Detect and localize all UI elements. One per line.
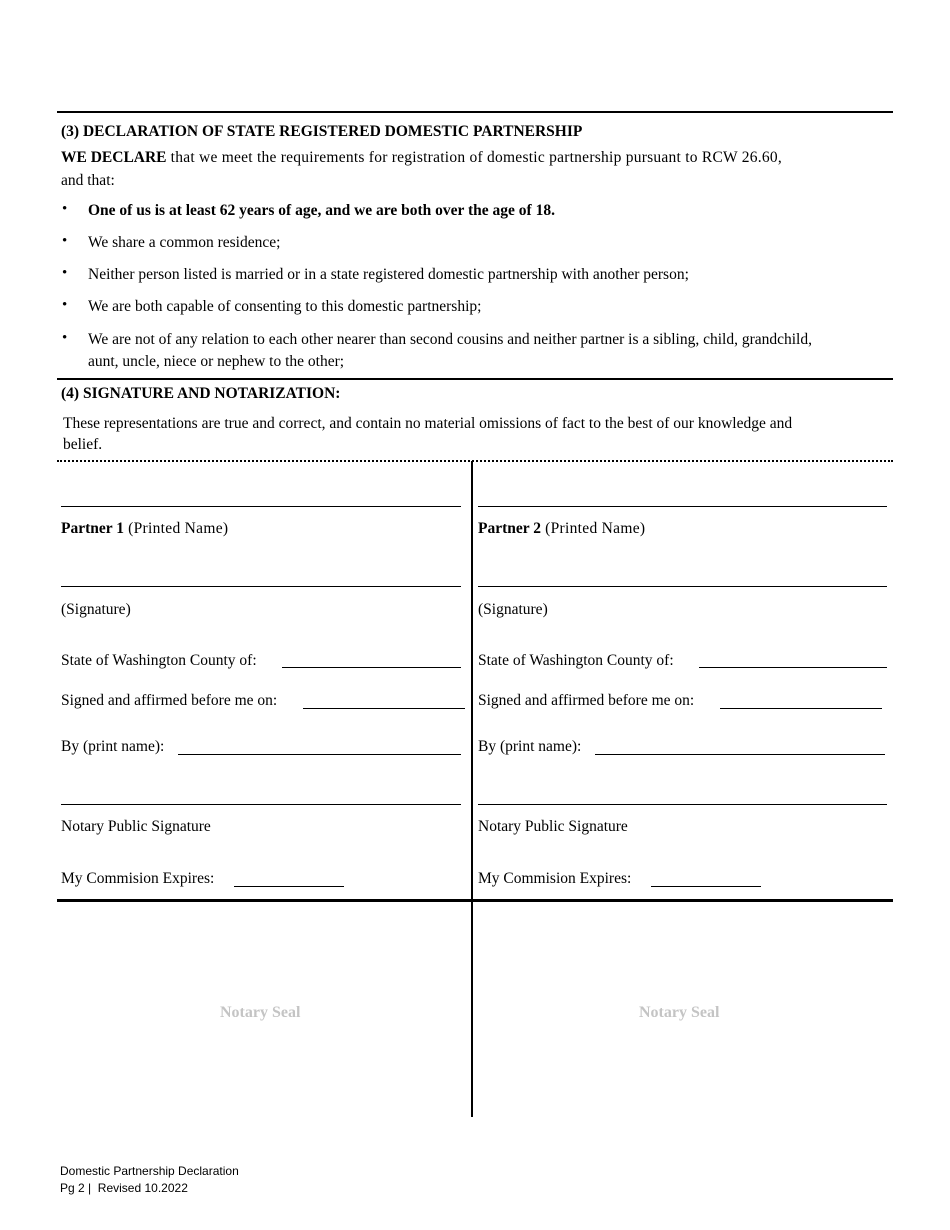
intro-rest: that we meet the requirements for registration of domestic partnership pursuant to RCW 26.60, bbox=[166, 149, 783, 166]
top-rule bbox=[57, 111, 893, 113]
partner1-signature-label: (Signature) bbox=[61, 601, 131, 618]
partner1-label-bold: Partner 1 bbox=[61, 520, 124, 537]
section3-intro bbox=[61, 147, 782, 168]
partner2-name-field[interactable] bbox=[478, 506, 887, 507]
dotted-separator bbox=[57, 460, 893, 462]
partner1-county-field[interactable] bbox=[282, 667, 461, 668]
section4-rule bbox=[57, 378, 893, 380]
partner2-signature-label: (Signature) bbox=[478, 601, 548, 618]
bullet-age: One of us is at least 62 years of age, and we are both over the age of 18. bbox=[88, 202, 555, 219]
partner2-county-field[interactable] bbox=[699, 667, 887, 668]
partner1-county-label: State of Washington County of: bbox=[61, 652, 257, 669]
partner2-label-bold: Partner 2 bbox=[478, 520, 541, 537]
partner1-notary-signature-field[interactable] bbox=[61, 804, 461, 805]
partner1-signed-label: Signed and affirmed before me on: bbox=[61, 692, 278, 709]
bullet-icon: • bbox=[62, 201, 68, 217]
partner2-by-label: By (print name): bbox=[478, 738, 582, 755]
partner1-signed-field[interactable] bbox=[303, 708, 465, 709]
partner2-signature-field[interactable] bbox=[478, 586, 887, 587]
partner2-signed-label: Signed and affirmed before me on: bbox=[478, 692, 695, 709]
bullet-residence: We share a common residence; bbox=[88, 234, 281, 251]
bullet-icon: • bbox=[62, 265, 68, 281]
section4-statement: These representations are true and correct, and contain no material omissions of fact to the best of our knowledge and bbox=[63, 415, 793, 432]
partner2-name-label bbox=[478, 518, 645, 539]
footer-page: Pg 2 | Revised 10.2022 bbox=[60, 1181, 188, 1195]
bullet-relation: We are not of any relation to each other nearer than second cousins and neither partner is a sibling, child, grandchild, bbox=[88, 331, 812, 348]
partner1-name-field[interactable] bbox=[61, 506, 461, 507]
section3-intro-line2: and that: bbox=[61, 172, 115, 189]
partner2-label-rest: (Printed Name) bbox=[540, 520, 646, 537]
seal-rule bbox=[57, 899, 893, 902]
partner2-expires-field[interactable] bbox=[651, 886, 761, 887]
partner1-notary-signature-label: Notary Public Signature bbox=[61, 818, 211, 835]
partner2-notary-signature-label: Notary Public Signature bbox=[478, 818, 628, 835]
partner1-expires-field[interactable] bbox=[234, 886, 344, 887]
partner2-signed-field[interactable] bbox=[720, 708, 882, 709]
partner1-name-label bbox=[61, 518, 228, 539]
section4-heading: (4) SIGNATURE AND NOTARIZATION: bbox=[61, 385, 341, 402]
footer-title: Domestic Partnership Declaration bbox=[60, 1164, 239, 1178]
partner2-expires-label: My Commision Expires: bbox=[478, 870, 632, 887]
bullet-icon: • bbox=[62, 330, 68, 346]
partner2-notary-seal: Notary Seal bbox=[639, 1004, 720, 1021]
partner2-county-label: State of Washington County of: bbox=[478, 652, 674, 669]
partner2-notary-signature-field[interactable] bbox=[478, 804, 887, 805]
partner1-by-field[interactable] bbox=[178, 754, 461, 755]
partner1-expires-label: My Commision Expires: bbox=[61, 870, 215, 887]
intro-bold: WE DECLARE bbox=[61, 149, 167, 166]
partner2-by-field[interactable] bbox=[595, 754, 885, 755]
partner1-signature-field[interactable] bbox=[61, 586, 461, 587]
bullet-not-married: Neither person listed is married or in a state registered domestic partnership with another person; bbox=[88, 266, 689, 283]
bullet-icon: • bbox=[62, 297, 68, 313]
bullet-relation-cont: aunt, uncle, niece or nephew to the other; bbox=[88, 353, 345, 370]
section4-statement-line2: belief. bbox=[63, 436, 103, 453]
partner1-by-label: By (print name): bbox=[61, 738, 165, 755]
partner1-label-rest: (Printed Name) bbox=[123, 520, 229, 537]
bullet-icon: • bbox=[62, 233, 68, 249]
column-divider bbox=[471, 461, 473, 1117]
bullet-consent: We are both capable of consenting to this domestic partnership; bbox=[88, 298, 482, 315]
section3-heading: (3) DECLARATION OF STATE REGISTERED DOMESTIC PARTNERSHIP bbox=[61, 123, 583, 140]
partner1-notary-seal: Notary Seal bbox=[220, 1004, 301, 1021]
